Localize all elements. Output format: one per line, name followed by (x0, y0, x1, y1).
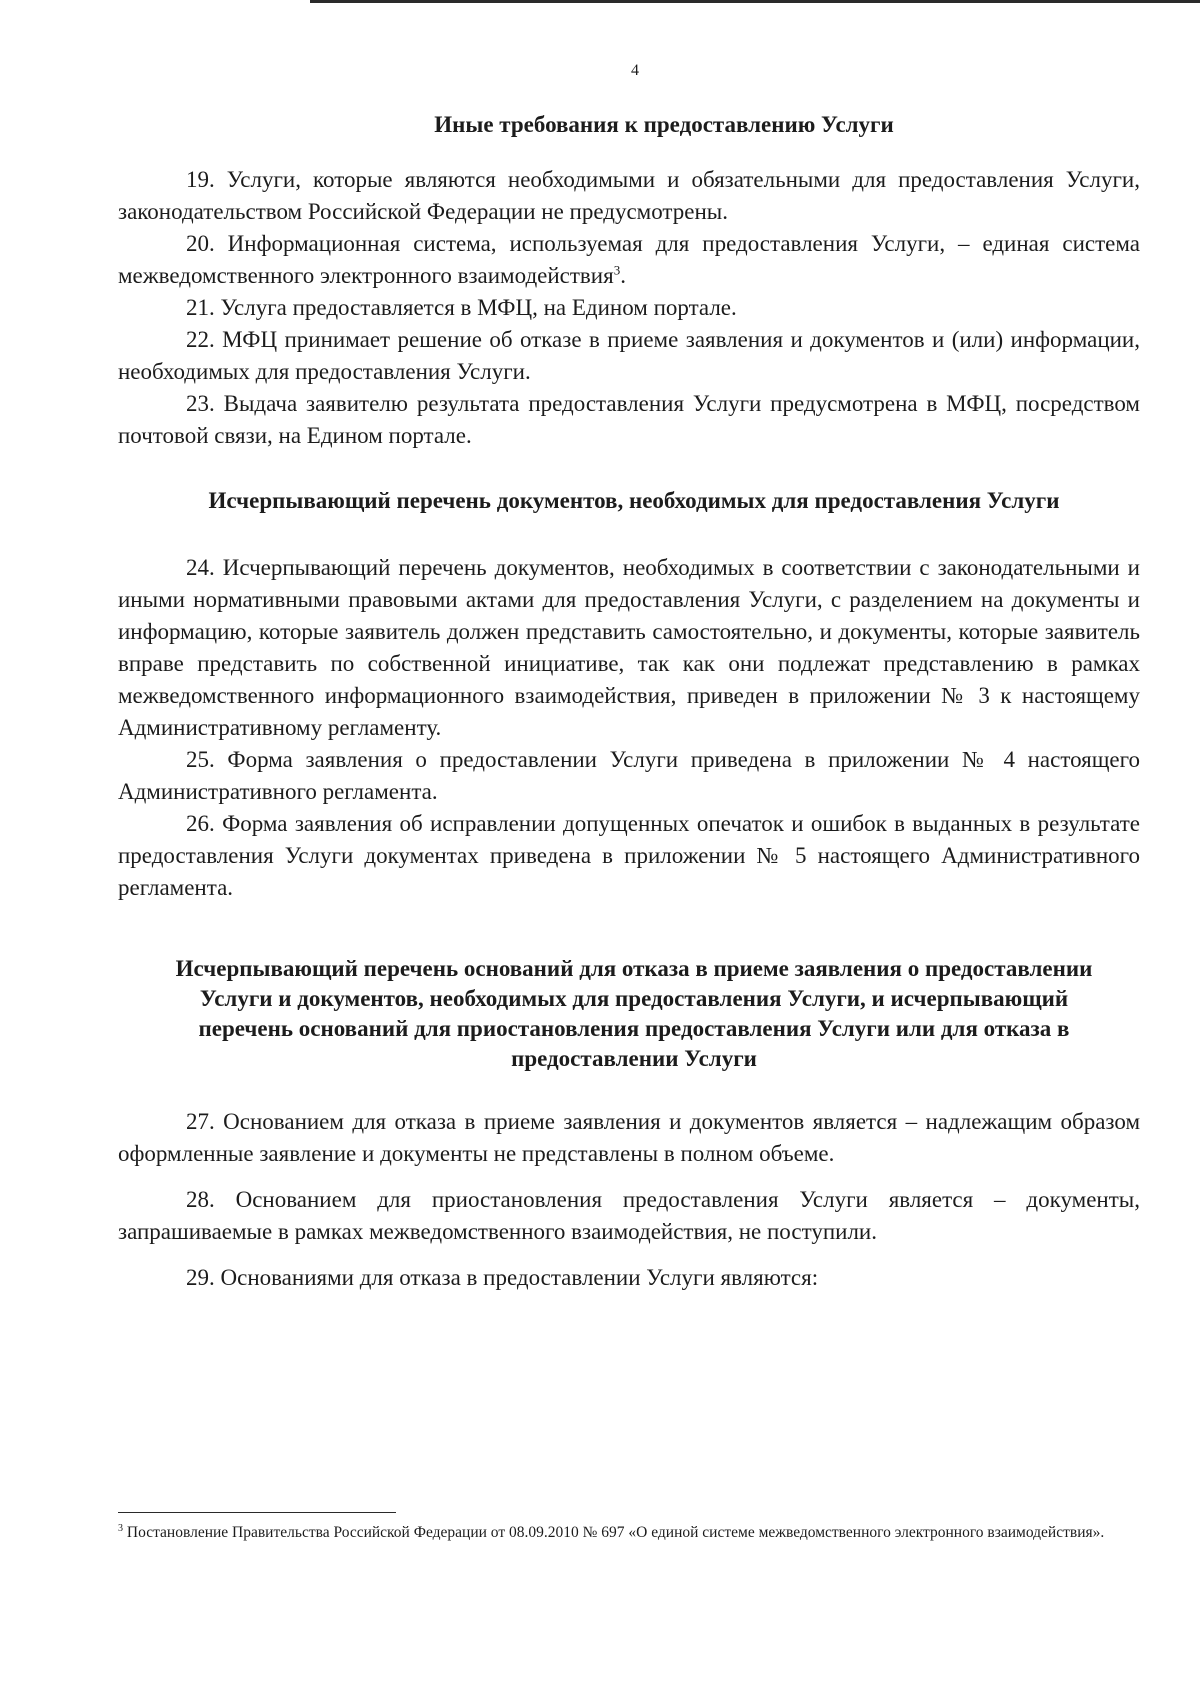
paragraph-26: 26. Форма заявления об исправлении допущенных опечаток и ошибок в выданных в результате предоставления Услуги документах приведена в приложении № 5 настоящего Административного регламента. (118, 811, 1140, 900)
section-heading-other-requirements: Иные требования к предоставлению Услуги (434, 112, 894, 137)
footnote-marker: 3 (118, 1522, 123, 1534)
paragraph-21: 21. Услуга предоставляется в МФЦ, на Едином портале. (186, 295, 737, 320)
paragraph-20 (118, 228, 1140, 292)
paragraph-24: 24. Исчерпывающий перечень документов, необходимых в соответствии с законодательными и иными нормативными правовыми актами для предоставления Услуги, с разделением на документы и информацию, которые заявитель должен представить самостоятельно, и документы, которые заявитель вправе представить по собственной инициативе, так как они подлежат представлению в рамках межведомственного информационного взаимодействия, приведен в приложении № 3 к настоящему Административному регламенту. (118, 555, 1140, 740)
footnote-separator (118, 1512, 396, 1513)
paragraph-20-tail: . (620, 263, 626, 288)
footnote-text: Постановление Правительства Российской Федерации от 08.09.2010 № 697 «О единой системе межведомственного электронного взаимодействия». (126, 1524, 1105, 1541)
paragraph-28: 28. Основанием для приостановления предоставления Услуги является – документы, запрашиваемые в рамках межведомственного взаимодействия, не поступили. (118, 1187, 1140, 1244)
paragraph-27: 27. Основанием для отказа в приеме заявления и документов является – надлежащим образом оформленные заявление и документы не представлены в полном объеме. (118, 1109, 1140, 1166)
paragraph-22: 22. МФЦ принимает решение об отказе в приеме заявления и документов и (или) информации, необходимых для предоставления Услуги. (118, 327, 1140, 384)
paragraph-19: 19. Услуги, которые являются необходимыми и обязательными для предоставления Услуги, законодательством Российской Федерации не предусмотрены. (118, 167, 1140, 224)
top-border-line (310, 0, 1200, 3)
section-heading-documents-list: Исчерпывающий перечень документов, необходимых для предоставления Услуги (208, 488, 1060, 513)
footnote-reference: 3 (613, 262, 621, 278)
section-heading-refusal-grounds: Исчерпывающий перечень оснований для отказа в приеме заявления о предоставлении Услуги и документов, необходимых для предоставления Услуги, и исчерпывающий перечень оснований для приостановления предоставления Услуги или для отказа в предоставлении Услуги (175, 956, 1093, 1071)
page-number: 4 (631, 62, 639, 79)
document-body (118, 110, 1140, 1294)
paragraph-25: 25. Форма заявления о предоставлении Услуги приведена в приложении № 4 настоящего Административного регламента. (118, 747, 1140, 804)
paragraph-29: 29. Основаниями для отказа в предоставлении Услуги являются: (186, 1265, 819, 1290)
paragraph-23: 23. Выдача заявителю результата предоставления Услуги предусмотрена в МФЦ, посредством почтовой связи, на Едином портале. (118, 391, 1140, 448)
footnote (118, 1522, 1140, 1544)
paragraph-20-text: 20. Информационная система, используемая для предоставления Услуги, – единая система межведомственного электронного взаимодействия (118, 231, 1140, 288)
